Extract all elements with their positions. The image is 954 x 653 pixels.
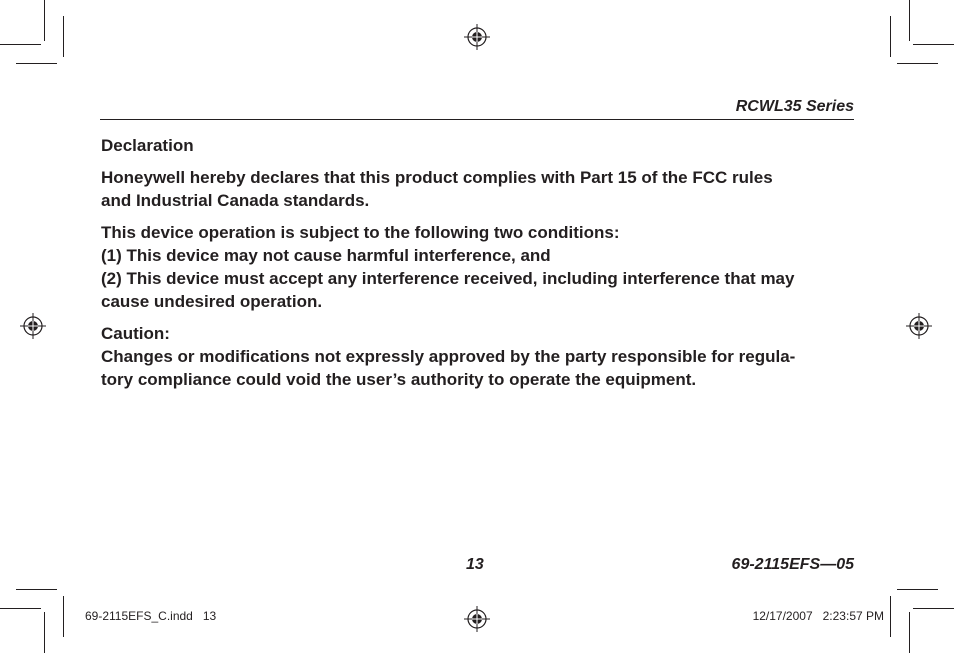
crop-mark (909, 0, 910, 41)
text-line: This device operation is subject to the following two conditions: (101, 223, 620, 242)
header-rule (100, 119, 854, 120)
crop-mark (913, 608, 954, 609)
crop-mark (890, 16, 891, 57)
crop-mark (890, 596, 891, 637)
series-title: RCWL35 Series (735, 98, 854, 115)
text-line: cause undesired operation. (101, 292, 323, 311)
text-line: (2) This device must accept any interference received, including interference that may (101, 269, 795, 288)
slug-timestamp: 12/17/2007 2:23:57 PM (752, 609, 884, 623)
crop-mark (0, 44, 41, 45)
crop-mark (44, 0, 45, 41)
paragraph-conditions (101, 221, 861, 313)
page-number: 13 (466, 556, 484, 573)
crop-mark (16, 63, 57, 64)
crop-mark (909, 612, 910, 653)
declaration-section (101, 134, 861, 400)
crop-mark (897, 589, 938, 590)
crop-mark (897, 63, 938, 64)
text-line: Honeywell hereby declares that this product complies with Part 15 of the FCC rules (101, 168, 773, 187)
paragraph-compliance (101, 166, 861, 212)
registration-mark-icon (464, 24, 490, 50)
crop-mark (913, 44, 954, 45)
crop-mark (63, 596, 64, 637)
document-number: 69-2115EFS—05 (731, 556, 854, 573)
crop-mark (44, 612, 45, 653)
section-heading: Declaration (101, 136, 194, 155)
registration-mark-icon (464, 606, 490, 632)
caution-label: Caution: (101, 324, 170, 343)
slug-filename: 69-2115EFS_C.indd 13 (85, 609, 217, 623)
text-line: (1) This device may not cause harmful interference, and (101, 246, 551, 265)
crop-mark (0, 608, 41, 609)
crop-mark (63, 16, 64, 57)
text-line: tory compliance could void the user’s authority to operate the equipment. (101, 370, 697, 389)
registration-mark-icon (906, 313, 932, 339)
paragraph-caution (101, 322, 861, 391)
registration-mark-icon (20, 313, 46, 339)
text-line: Changes or modifications not expressly approved by the party responsible for regula- (101, 347, 796, 366)
crop-mark (16, 589, 57, 590)
text-line: and Industrial Canada standards. (101, 191, 370, 210)
